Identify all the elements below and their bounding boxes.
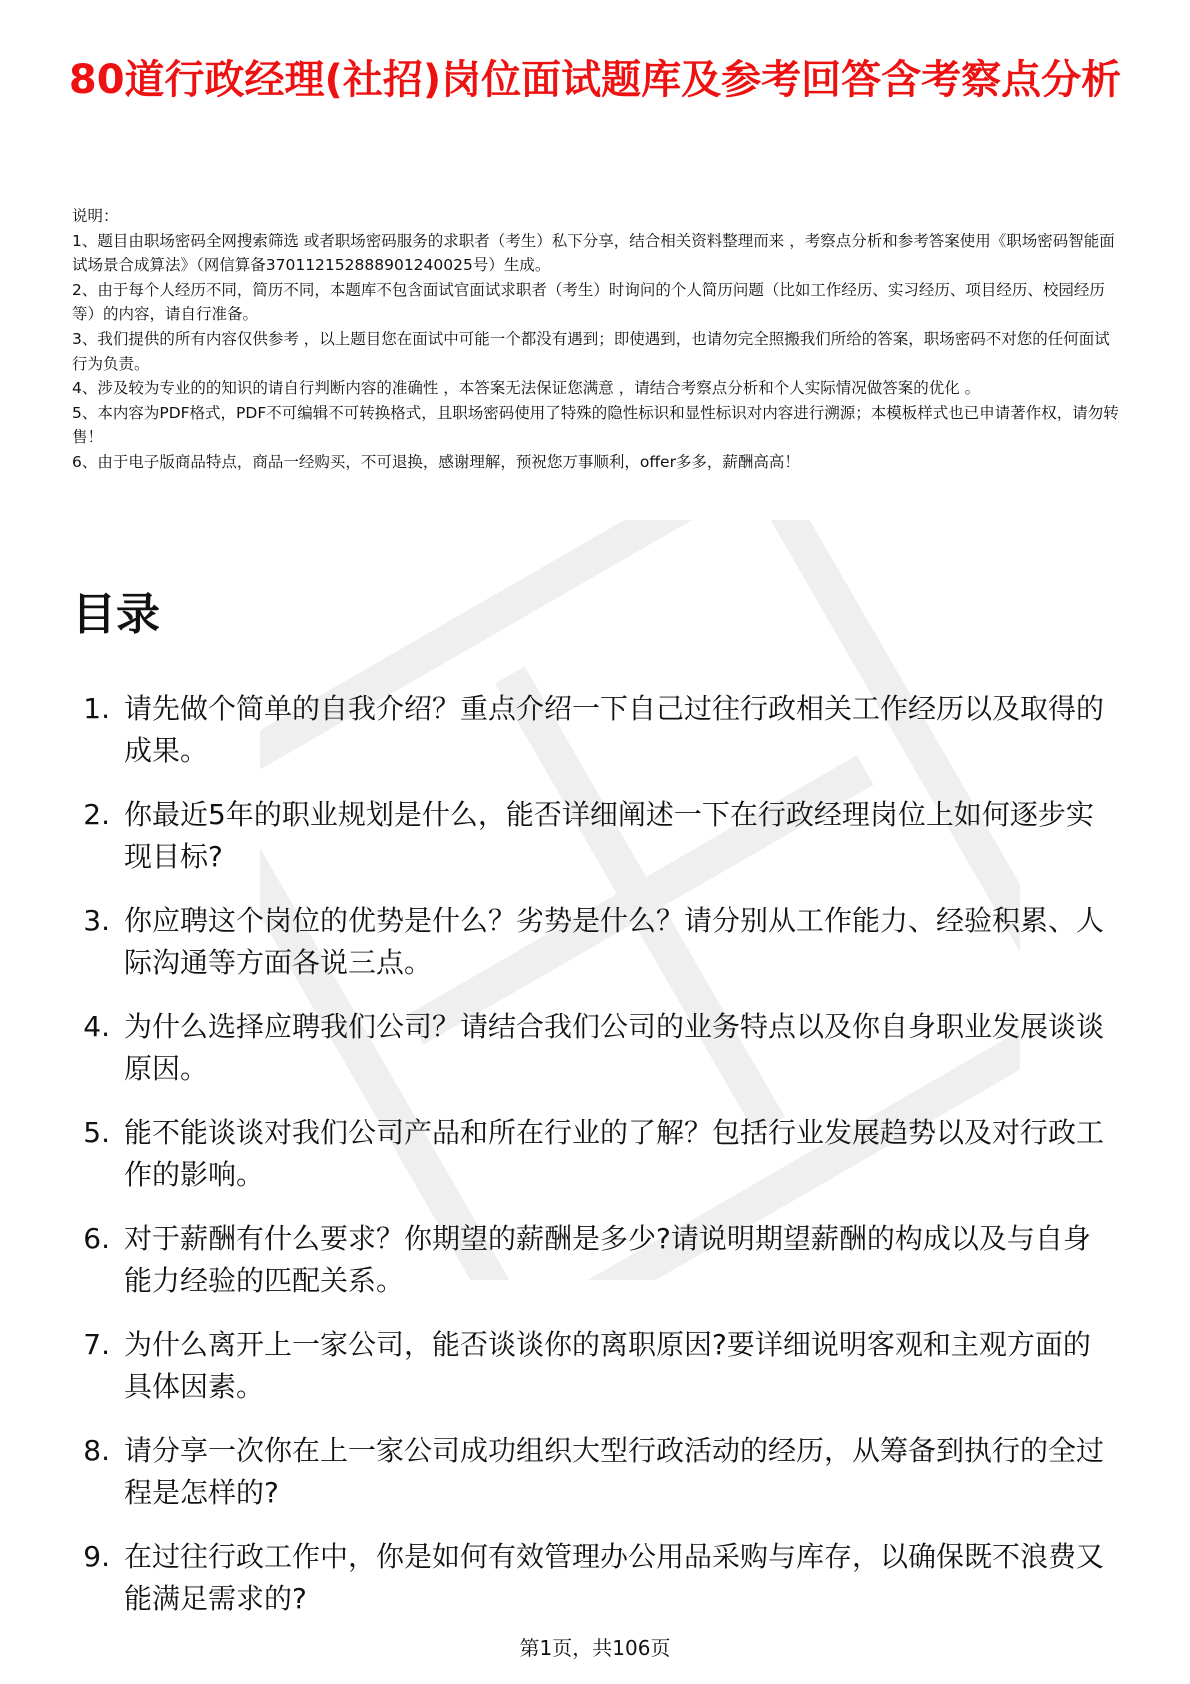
toc-item-text[interactable]: 对于薪酬有什么要求？你期望的薪酬是多少?请说明期望薪酬的构成以及与自身能力经验的匹配关系。 — [124, 1222, 1091, 1297]
notes-heading: 说明： — [72, 207, 119, 225]
toc-item-number: 4. — [83, 1010, 110, 1043]
note-item: 4、涉及较为专业的的知识的请自行判断内容的准确性 ，本答案无法保证您满意 ，请结合考察点分析和个人实际情况做答案的优化 。 — [72, 379, 981, 398]
toc-item[interactable] — [72, 1536, 1132, 1620]
toc-item-text[interactable]: 请分享一次你在上一家公司成功组织大型行政活动的经历，从筹备到执行的全过程是怎样的? — [124, 1434, 1105, 1509]
toc-item-number: 6. — [83, 1222, 110, 1255]
note-item: 1、题目由职场密码全网搜索筛选 或者职场密码服务的求职者（考生）私下分享，结合相关资料整理而来 ，考察点分析和参考答案使用《职场密码智能面试场景合成算法》（网信算备370112152888901240025号）生成。 — [72, 231, 1115, 275]
document-title: 80道行政经理(社招)岗位面试题库及参考回答含考察点分析 — [68, 57, 1122, 103]
toc-item-text[interactable]: 在过往行政工作中，你是如何有效管理办公用品采购与库存，以确保既不浪费又能满足需求的? — [124, 1540, 1105, 1615]
notes-section — [72, 204, 1122, 475]
toc-item[interactable] — [72, 1324, 1132, 1408]
note-item: 2、由于每个人经历不同，简历不同，本题库不包含面试官面试求职者（考生）时询问的个人简历问题（比如工作经历、实习经历、项目经历、校园经历等）的内容，请自行准备。 — [72, 280, 1105, 324]
toc-heading: 目录 — [72, 589, 160, 640]
toc-list — [72, 688, 1132, 1642]
page-footer: 第1页，共106页 — [519, 1636, 671, 1660]
toc-item[interactable] — [72, 1006, 1132, 1090]
toc-item-number: 1. — [83, 692, 110, 725]
toc-item[interactable] — [72, 688, 1132, 772]
toc-item-text[interactable]: 为什么选择应聘我们公司？请结合我们公司的业务特点以及你自身职业发展谈谈原因。 — [124, 1010, 1105, 1085]
toc-item[interactable] — [72, 1430, 1132, 1514]
note-item: 6、由于电子版商品特点，商品一经购买，不可退换，感谢理解，预祝您万事顺利，offer多多，薪酬高高！ — [72, 452, 800, 471]
note-item: 5、本内容为PDF格式，PDF不可编辑不可转换格式，且职场密码使用了特殊的隐性标识和显性标识对内容进行溯源；本模板样式也已申请著作权，请勿转售！ — [72, 403, 1119, 447]
toc-item-number: 7. — [83, 1328, 110, 1361]
toc-item-number: 2. — [83, 798, 110, 831]
toc-item-number: 8. — [83, 1434, 110, 1467]
toc-item-text[interactable]: 请先做个简单的自我介绍？重点介绍一下自己过往行政相关工作经历以及取得的成果。 — [124, 692, 1105, 767]
toc-item-text[interactable]: 为什么离开上一家公司，能否谈谈你的离职原因?要详细说明客观和主观方面的具体因素。 — [124, 1328, 1091, 1403]
note-item: 3、我们提供的所有内容仅供参考 ，以上题目您在面试中可能一个都没有遇到；即使遇到，也请勿完全照搬我们所给的答案，职场密码不对您的任何面试行为负责。 — [72, 329, 1110, 373]
toc-item-text[interactable]: 能不能谈谈对我们公司产品和所在行业的了解？包括行业发展趋势以及对行政工作的影响。 — [124, 1116, 1105, 1191]
toc-item-text[interactable]: 你应聘这个岗位的优势是什么？劣势是什么？请分别从工作能力、经验积累、人际沟通等方面各说三点。 — [124, 904, 1105, 979]
toc-item[interactable] — [72, 1218, 1132, 1302]
toc-item-number: 3. — [83, 904, 110, 937]
toc-item-number: 9. — [83, 1540, 110, 1573]
toc-item[interactable] — [72, 900, 1132, 984]
toc-item-number: 5. — [83, 1116, 110, 1149]
toc-item-text[interactable]: 你最近5年的职业规划是什么，能否详细阐述一下在行政经理岗位上如何逐步实现目标? — [124, 798, 1094, 873]
toc-item[interactable] — [72, 794, 1132, 878]
toc-item[interactable] — [72, 1112, 1132, 1196]
